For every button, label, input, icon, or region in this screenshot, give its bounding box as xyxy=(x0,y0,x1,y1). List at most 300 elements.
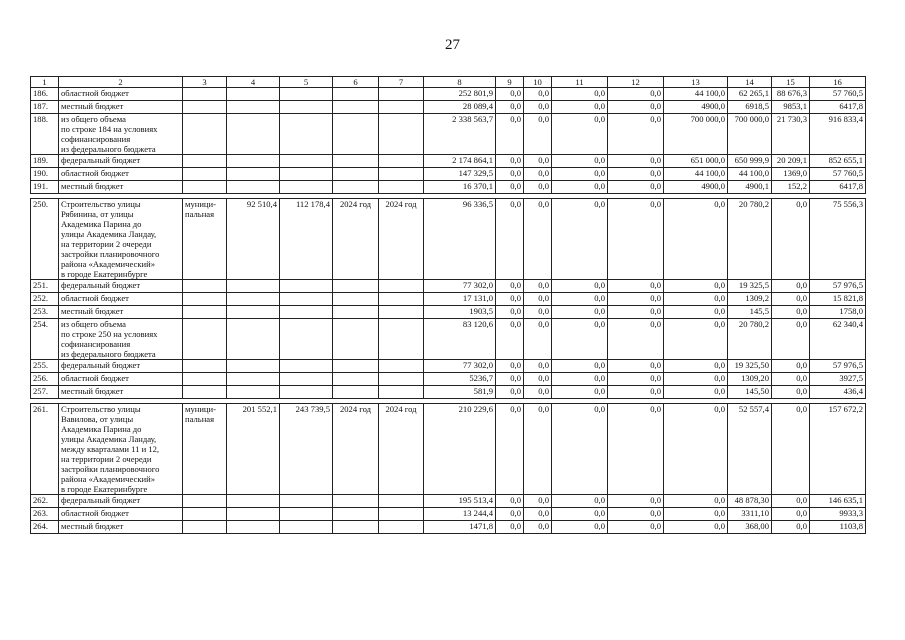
table-cell xyxy=(379,521,424,534)
table-cell xyxy=(333,155,379,168)
table-row xyxy=(31,495,866,508)
header-cell: 5 xyxy=(280,77,333,88)
table-cell: 0,0 xyxy=(608,306,664,319)
table-cell xyxy=(333,101,379,114)
table-cell: 0,0 xyxy=(608,114,664,155)
table-cell: 0,0 xyxy=(664,373,728,386)
table-cell: 145,50 xyxy=(728,386,772,399)
table-cell xyxy=(379,508,424,521)
table-cell: 0,0 xyxy=(608,280,664,293)
table-cell: 0,0 xyxy=(664,306,728,319)
table-cell: 0,0 xyxy=(496,521,524,534)
table-cell xyxy=(183,293,227,306)
table-cell xyxy=(379,181,424,194)
table-cell xyxy=(379,155,424,168)
table-cell: 0,0 xyxy=(664,293,728,306)
row-title: областной бюджет xyxy=(59,373,183,386)
table-cell: 0,0 xyxy=(608,495,664,508)
table-cell xyxy=(183,373,227,386)
table-cell: 0,0 xyxy=(772,293,810,306)
table-cell: 0,0 xyxy=(496,360,524,373)
table-cell: 195 513,4 xyxy=(424,495,496,508)
table-cell xyxy=(183,306,227,319)
table-cell: 0,0 xyxy=(524,319,552,360)
table-cell xyxy=(183,88,227,101)
table-cell: 62 340,4 xyxy=(810,319,866,360)
table-cell: 0,0 xyxy=(664,386,728,399)
header-cell: 3 xyxy=(183,77,227,88)
table-cell: 0,0 xyxy=(608,199,664,280)
table-cell xyxy=(227,101,280,114)
table-row xyxy=(31,373,866,386)
table-cell xyxy=(227,373,280,386)
table-cell: 152,2 xyxy=(772,181,810,194)
table-cell: 0,0 xyxy=(552,293,608,306)
table-cell: 16 370,1 xyxy=(424,181,496,194)
table-cell: 1309,20 xyxy=(728,373,772,386)
table-cell: 20 780,2 xyxy=(728,319,772,360)
table-cell xyxy=(333,280,379,293)
table-cell: 0,0 xyxy=(552,155,608,168)
table-cell xyxy=(280,373,333,386)
table-row xyxy=(31,114,866,155)
table-cell: 62 265,1 xyxy=(728,88,772,101)
table-cell: 6417,8 xyxy=(810,101,866,114)
table-cell xyxy=(333,293,379,306)
table-cell: 112 178,4 xyxy=(280,199,333,280)
table-cell: 2024 год xyxy=(379,199,424,280)
table-cell xyxy=(280,306,333,319)
table-cell xyxy=(333,168,379,181)
table-cell: 0,0 xyxy=(608,155,664,168)
header-cell: 13 xyxy=(664,77,728,88)
row-number: 251. xyxy=(31,280,59,293)
row-title: областной бюджет xyxy=(59,168,183,181)
header-cell: 9 xyxy=(496,77,524,88)
table-cell xyxy=(280,280,333,293)
table-cell xyxy=(379,101,424,114)
table-cell: 75 556,3 xyxy=(810,199,866,280)
row-title: областной бюджет xyxy=(59,88,183,101)
table-cell xyxy=(333,181,379,194)
table-cell: 0,0 xyxy=(664,199,728,280)
row-title: федеральный бюджет xyxy=(59,155,183,168)
table-cell xyxy=(333,88,379,101)
table-cell: 0,0 xyxy=(552,373,608,386)
table-cell: 44 100,0 xyxy=(728,168,772,181)
table-cell: 0,0 xyxy=(608,386,664,399)
header-cell: 8 xyxy=(424,77,496,88)
table-cell: 0,0 xyxy=(772,360,810,373)
row-number: 187. xyxy=(31,101,59,114)
table-cell: 57 760,5 xyxy=(810,168,866,181)
table-cell: 88 676,3 xyxy=(772,88,810,101)
header-row xyxy=(31,77,866,88)
table-cell: 157 672,2 xyxy=(810,404,866,495)
table-cell: 0,0 xyxy=(552,508,608,521)
table-cell: 1471,8 xyxy=(424,521,496,534)
table-cell xyxy=(227,306,280,319)
table-row xyxy=(31,508,866,521)
table-cell: 57 760,5 xyxy=(810,88,866,101)
table-cell: 0,0 xyxy=(772,508,810,521)
table-cell xyxy=(333,373,379,386)
row-number: 255. xyxy=(31,360,59,373)
table-cell: 1309,2 xyxy=(728,293,772,306)
table-cell: 0,0 xyxy=(552,181,608,194)
table-cell: 0,0 xyxy=(552,386,608,399)
table-cell xyxy=(379,114,424,155)
row-title: федеральный бюджет xyxy=(59,280,183,293)
table-cell: 4900,1 xyxy=(728,181,772,194)
row-title: федеральный бюджет xyxy=(59,360,183,373)
table-cell: 96 336,5 xyxy=(424,199,496,280)
table-cell xyxy=(379,360,424,373)
table-cell: 0,0 xyxy=(608,181,664,194)
table-cell: 2 174 864,1 xyxy=(424,155,496,168)
table-cell: 9853,1 xyxy=(772,101,810,114)
header-cell: 4 xyxy=(227,77,280,88)
table-cell xyxy=(379,280,424,293)
row-number: 262. xyxy=(31,495,59,508)
table-cell xyxy=(227,181,280,194)
table-cell: 0,0 xyxy=(608,293,664,306)
table-cell xyxy=(183,360,227,373)
table-cell: 581,9 xyxy=(424,386,496,399)
table-cell: 0,0 xyxy=(552,114,608,155)
table-cell: 44 100,0 xyxy=(664,168,728,181)
table-cell: 243 739,5 xyxy=(280,404,333,495)
table-cell xyxy=(280,155,333,168)
table-cell xyxy=(333,319,379,360)
header-cell: 7 xyxy=(379,77,424,88)
table-cell: 19 325,50 xyxy=(728,360,772,373)
table-cell: 0,0 xyxy=(496,508,524,521)
table-cell xyxy=(183,101,227,114)
table-cell: 0,0 xyxy=(552,199,608,280)
table-cell xyxy=(183,495,227,508)
table-cell: 83 120,6 xyxy=(424,319,496,360)
table-cell: 0,0 xyxy=(772,521,810,534)
header-cell: 16 xyxy=(810,77,866,88)
table-cell: 0,0 xyxy=(772,306,810,319)
table-cell xyxy=(227,319,280,360)
table-cell xyxy=(379,293,424,306)
row-number: 261. xyxy=(31,404,59,495)
table-cell: 0,0 xyxy=(772,280,810,293)
table-cell: 651 000,0 xyxy=(664,155,728,168)
header-cell: 2 xyxy=(59,77,183,88)
table-cell: 1103,8 xyxy=(810,521,866,534)
table-cell: 17 131,0 xyxy=(424,293,496,306)
table-cell xyxy=(227,168,280,181)
table-cell: 0,0 xyxy=(552,495,608,508)
table-row xyxy=(31,293,866,306)
table-cell: 0,0 xyxy=(524,114,552,155)
table-row xyxy=(31,181,866,194)
table-cell: 57 976,5 xyxy=(810,360,866,373)
table-row xyxy=(31,404,866,495)
table-cell xyxy=(280,88,333,101)
table-cell: 0,0 xyxy=(524,508,552,521)
table-cell xyxy=(280,319,333,360)
table-cell xyxy=(280,386,333,399)
table-cell: 57 976,5 xyxy=(810,280,866,293)
table-cell: 0,0 xyxy=(664,521,728,534)
table-row xyxy=(31,101,866,114)
row-title: областной бюджет xyxy=(59,508,183,521)
row-number: 252. xyxy=(31,293,59,306)
row-number: 253. xyxy=(31,306,59,319)
table-cell xyxy=(183,181,227,194)
table-cell: 436,4 xyxy=(810,386,866,399)
table-cell xyxy=(379,319,424,360)
table-cell: 0,0 xyxy=(524,306,552,319)
table-cell: 147 329,5 xyxy=(424,168,496,181)
row-number: 186. xyxy=(31,88,59,101)
table-cell xyxy=(183,114,227,155)
table-cell xyxy=(183,508,227,521)
table-cell: 0,0 xyxy=(664,280,728,293)
row-title: местный бюджет xyxy=(59,521,183,534)
table-cell: 201 552,1 xyxy=(227,404,280,495)
table-cell: 0,0 xyxy=(524,155,552,168)
header-cell: 1 xyxy=(31,77,59,88)
table-cell: 0,0 xyxy=(496,168,524,181)
row-number: 189. xyxy=(31,155,59,168)
table-cell xyxy=(379,373,424,386)
table-cell: 0,0 xyxy=(496,181,524,194)
table-cell: 0,0 xyxy=(664,360,728,373)
table-cell xyxy=(280,508,333,521)
table-cell: 20 780,2 xyxy=(728,199,772,280)
table-cell: 0,0 xyxy=(552,168,608,181)
table-cell: 92 510,4 xyxy=(227,199,280,280)
table-cell: 0,0 xyxy=(524,404,552,495)
table-cell: 0,0 xyxy=(608,404,664,495)
table-cell: 19 325,5 xyxy=(728,280,772,293)
table-row xyxy=(31,306,866,319)
table-cell: муници- пальная xyxy=(183,199,227,280)
table-cell: 0,0 xyxy=(552,404,608,495)
table-cell xyxy=(333,521,379,534)
table-cell xyxy=(280,293,333,306)
table-row xyxy=(31,521,866,534)
table-cell: 0,0 xyxy=(524,101,552,114)
table-cell xyxy=(227,280,280,293)
table-cell: 0,0 xyxy=(664,495,728,508)
row-title: Строительство улицы Рябинина, от улицы Академика Парина до улицы Академика Ландау, на территории 2 очереди застройки планировочного района «Академический» в городе Екатеринбурге xyxy=(59,199,183,280)
header-cell: 6 xyxy=(333,77,379,88)
row-number: 188. xyxy=(31,114,59,155)
table-cell: 0,0 xyxy=(496,101,524,114)
table-cell: 852 655,1 xyxy=(810,155,866,168)
row-title: из общего объема по строке 250 на условиях софинансирования из федерального бюджета xyxy=(59,319,183,360)
table-cell: 700 000,0 xyxy=(664,114,728,155)
table-cell xyxy=(280,114,333,155)
table-cell: 0,0 xyxy=(496,386,524,399)
row-number: 250. xyxy=(31,199,59,280)
table-cell: 2 338 563,7 xyxy=(424,114,496,155)
table-cell: 0,0 xyxy=(772,319,810,360)
table-row xyxy=(31,199,866,280)
table-cell: 650 999,9 xyxy=(728,155,772,168)
header-cell: 14 xyxy=(728,77,772,88)
table-cell: 0,0 xyxy=(608,521,664,534)
table-cell: 44 100,0 xyxy=(664,88,728,101)
table-cell xyxy=(280,101,333,114)
table-cell: 0,0 xyxy=(524,386,552,399)
table-cell: 28 089,4 xyxy=(424,101,496,114)
row-number: 263. xyxy=(31,508,59,521)
table-cell xyxy=(379,306,424,319)
table-cell: 368,00 xyxy=(728,521,772,534)
table-cell: 48 878,30 xyxy=(728,495,772,508)
table-cell: 0,0 xyxy=(496,404,524,495)
table-cell: 0,0 xyxy=(772,404,810,495)
table-cell: 0,0 xyxy=(524,181,552,194)
row-title: местный бюджет xyxy=(59,386,183,399)
table-cell: 3311,10 xyxy=(728,508,772,521)
table-cell xyxy=(227,360,280,373)
row-title: местный бюджет xyxy=(59,306,183,319)
table-cell: 0,0 xyxy=(608,373,664,386)
header-cell: 15 xyxy=(772,77,810,88)
table-cell: 15 821,8 xyxy=(810,293,866,306)
table-cell xyxy=(379,168,424,181)
table-row xyxy=(31,155,866,168)
table-cell: 21 730,3 xyxy=(772,114,810,155)
table-cell xyxy=(183,386,227,399)
table-cell: 146 635,1 xyxy=(810,495,866,508)
table-row xyxy=(31,280,866,293)
budget-table xyxy=(30,76,866,534)
table-cell: 13 244,4 xyxy=(424,508,496,521)
table-cell xyxy=(379,88,424,101)
table-row xyxy=(31,88,866,101)
table-cell xyxy=(227,293,280,306)
table-cell: 916 833,4 xyxy=(810,114,866,155)
table-cell xyxy=(333,360,379,373)
table-cell xyxy=(280,168,333,181)
table-cell: 20 209,1 xyxy=(772,155,810,168)
table-cell: 0,0 xyxy=(664,319,728,360)
table-cell: 5236,7 xyxy=(424,373,496,386)
row-title: федеральный бюджет xyxy=(59,495,183,508)
table-cell: 0,0 xyxy=(608,88,664,101)
table-cell: 0,0 xyxy=(552,101,608,114)
row-number: 264. xyxy=(31,521,59,534)
row-title: местный бюджет xyxy=(59,181,183,194)
table-cell: 0,0 xyxy=(496,155,524,168)
table-cell: 0,0 xyxy=(552,360,608,373)
table-cell xyxy=(183,319,227,360)
row-number: 256. xyxy=(31,373,59,386)
table-cell: 6417,8 xyxy=(810,181,866,194)
table-cell: 0,0 xyxy=(664,508,728,521)
table-cell: 210 229,6 xyxy=(424,404,496,495)
table-cell: 0,0 xyxy=(524,521,552,534)
table-cell: 145,5 xyxy=(728,306,772,319)
table-cell: 0,0 xyxy=(496,293,524,306)
table-cell: 0,0 xyxy=(524,280,552,293)
table-cell xyxy=(333,386,379,399)
table-cell: 0,0 xyxy=(524,360,552,373)
table-cell: 0,0 xyxy=(524,373,552,386)
table-cell xyxy=(183,280,227,293)
table-cell: 0,0 xyxy=(496,88,524,101)
table-cell: 77 302,0 xyxy=(424,360,496,373)
table-cell xyxy=(333,508,379,521)
table-cell: 252 801,9 xyxy=(424,88,496,101)
table-cell xyxy=(379,386,424,399)
table-cell: 0,0 xyxy=(608,168,664,181)
row-number: 190. xyxy=(31,168,59,181)
table-row xyxy=(31,386,866,399)
table-cell: 0,0 xyxy=(772,495,810,508)
row-number: 191. xyxy=(31,181,59,194)
table-cell: 1369,0 xyxy=(772,168,810,181)
table-cell xyxy=(183,155,227,168)
table-cell: 0,0 xyxy=(496,373,524,386)
table-cell xyxy=(280,360,333,373)
table-cell: 6918,5 xyxy=(728,101,772,114)
table-cell xyxy=(227,114,280,155)
table-cell xyxy=(183,168,227,181)
table-cell: 0,0 xyxy=(496,199,524,280)
table-cell: 0,0 xyxy=(664,404,728,495)
table-cell: 0,0 xyxy=(772,373,810,386)
table-cell: муници- пальная xyxy=(183,404,227,495)
table-cell xyxy=(333,495,379,508)
table-cell: 0,0 xyxy=(608,508,664,521)
table-cell xyxy=(183,521,227,534)
table-cell: 4900,0 xyxy=(664,181,728,194)
table-cell: 3927,5 xyxy=(810,373,866,386)
table-cell xyxy=(227,88,280,101)
table-cell: 52 557,4 xyxy=(728,404,772,495)
table-row xyxy=(31,168,866,181)
table-cell: 2024 год xyxy=(333,199,379,280)
table-row xyxy=(31,360,866,373)
table-cell: 1903,5 xyxy=(424,306,496,319)
row-title: местный бюджет xyxy=(59,101,183,114)
table-cell xyxy=(280,181,333,194)
table-row xyxy=(31,319,866,360)
table-cell: 2024 год xyxy=(379,404,424,495)
table-cell xyxy=(280,521,333,534)
table-cell: 0,0 xyxy=(524,168,552,181)
table-cell xyxy=(227,521,280,534)
table-cell xyxy=(333,114,379,155)
table-cell xyxy=(227,508,280,521)
table-cell: 0,0 xyxy=(552,319,608,360)
table-cell: 0,0 xyxy=(772,199,810,280)
row-title: из общего объема по строке 184 на условиях софинансирования из федерального бюджета xyxy=(59,114,183,155)
table-cell: 0,0 xyxy=(524,88,552,101)
table-cell xyxy=(227,155,280,168)
table-cell: 77 302,0 xyxy=(424,280,496,293)
table-cell xyxy=(227,386,280,399)
table-cell xyxy=(333,306,379,319)
row-number: 257. xyxy=(31,386,59,399)
table-cell xyxy=(379,495,424,508)
table-cell: 1758,0 xyxy=(810,306,866,319)
table-cell: 0,0 xyxy=(524,495,552,508)
table-cell: 0,0 xyxy=(552,306,608,319)
row-title: Строительство улицы Вавилова, от улицы Академика Парина до улицы Академика Ландау, между кварталами 11 и 12, на территории 2 очереди застройки планировочного района «Академический» в городе Екатеринбурге xyxy=(59,404,183,495)
table-cell: 0,0 xyxy=(496,114,524,155)
